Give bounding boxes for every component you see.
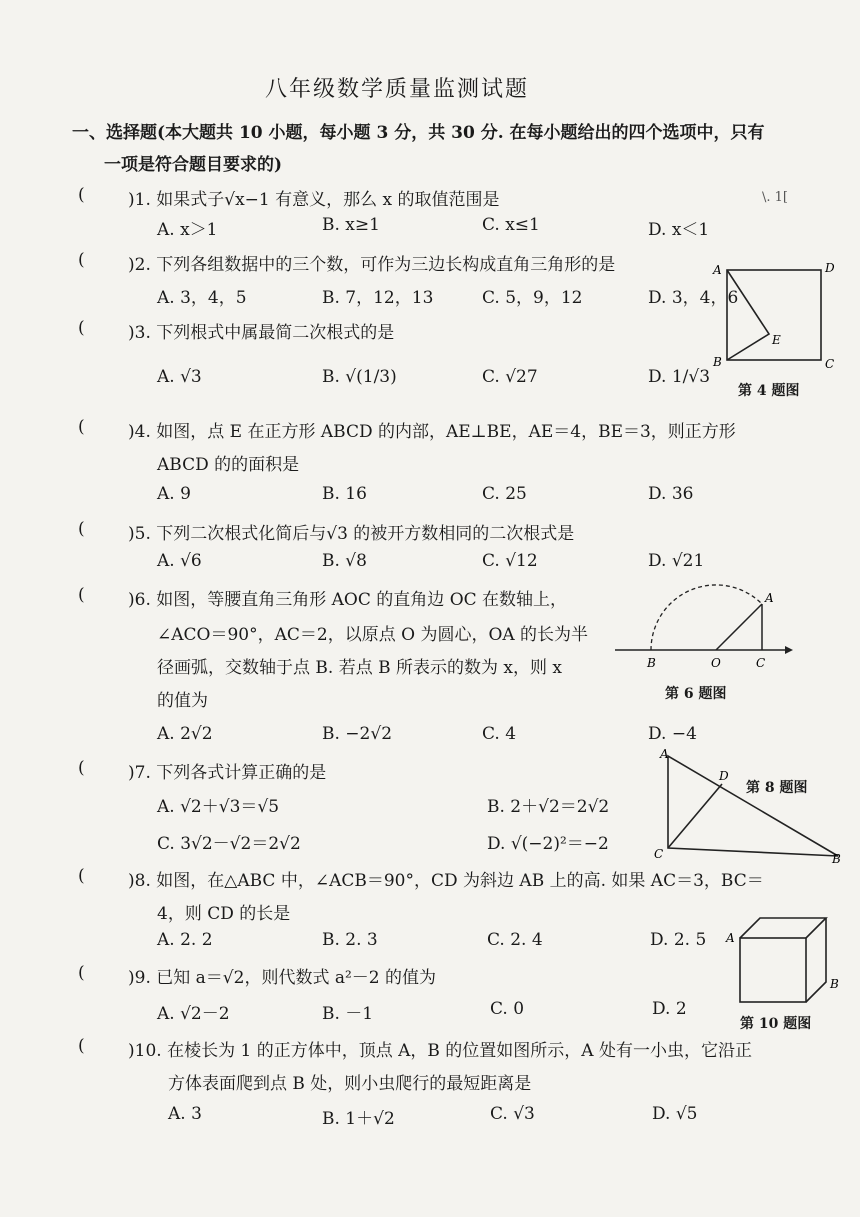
figure-6-caption: 第 6 题图 — [665, 686, 727, 702]
answer-paren-10: ( — [78, 1036, 85, 1056]
question-10-stem-cont: 方体表面爬到点 B 处，则小虫爬行的最短距离是 — [168, 1074, 532, 1094]
triangle-abc — [668, 756, 838, 856]
q5-option-c: C. √12 — [482, 551, 538, 571]
q10-option-b: B. 1＋√2 — [322, 1109, 395, 1129]
label-e: E — [772, 333, 781, 347]
answer-paren-2: ( — [78, 250, 85, 270]
q10-option-d: D. √5 — [652, 1104, 698, 1124]
question-4-stem: )4. 如图，点 E 在正方形 ABCD 的内部，AE⊥BE，AE＝4，BE＝3，则正方形 — [128, 422, 736, 442]
question-5-stem: )5. 下列二次根式化简后与√3 的被开方数相同的二次根式是 — [128, 524, 575, 544]
question-8-stem-cont: 4，则 CD 的长是 — [157, 904, 291, 924]
q3-option-a: A. √3 — [157, 367, 202, 387]
label-d: D — [719, 769, 729, 783]
q4-option-a: A. 9 — [157, 484, 191, 504]
q9-option-b: B. －1 — [322, 1004, 374, 1024]
question-4-stem-cont: ABCD 的的面积是 — [157, 455, 300, 475]
q9-option-d: D. 2 — [652, 999, 687, 1019]
label-c: C — [756, 656, 766, 670]
label-d: D — [825, 261, 835, 275]
figure-6-number-line — [615, 585, 795, 675]
question-9-stem: )9. 已知 a＝√2，则代数式 a²－2 的值为 — [128, 968, 437, 988]
q1-option-c: C. x≤1 — [482, 215, 540, 235]
section-heading-line1: 一、选择题(本大题共 10 小题，每小题 3 分，共 30 分. 在每小题给出的四个选项中，只有 — [72, 123, 765, 143]
label-a: A — [726, 931, 735, 945]
q3-option-b: B. √(1/3) — [322, 367, 397, 387]
q9-option-c: C. 0 — [490, 999, 525, 1019]
q7-option-a: A. √2＋√3＝√5 — [157, 797, 280, 817]
question-6-stem-3: 径画弧，交数轴于点 B. 若点 B 所表示的数为 x，则 x — [157, 658, 562, 678]
corner-mark: \. 1[ — [762, 190, 788, 205]
dashed-arc — [651, 585, 762, 650]
q1-option-a: A. x＞1 — [157, 220, 218, 240]
q4-option-b: B. 16 — [322, 484, 367, 504]
altitude-cd — [668, 784, 722, 848]
cube-top-face — [740, 918, 826, 938]
q3-option-c: C. √27 — [482, 367, 538, 387]
q4-option-c: C. 25 — [482, 484, 527, 504]
question-3-stem: )3. 下列根式中属最简二次根式的是 — [128, 323, 395, 343]
question-8-stem: )8. 如图，在△ABC 中，∠ACB＝90°，CD 为斜边 AB 上的高. 如果 AC＝3，BC＝ — [128, 871, 764, 891]
answer-paren-6: ( — [78, 585, 85, 605]
q2-option-b: B. 7，12，13 — [322, 288, 434, 308]
segment-oa — [716, 604, 762, 650]
answer-paren-4: ( — [78, 417, 85, 437]
q1-option-d: D. x＜1 — [648, 220, 710, 240]
q7-option-d: D. √(−2)²＝−2 — [487, 834, 609, 854]
page-title: 八年级数学质量监测试题 — [265, 77, 530, 102]
q6-option-c: C. 4 — [482, 724, 517, 744]
label-b: B — [832, 852, 841, 866]
q6-option-b: B. −2√2 — [322, 724, 393, 744]
label-c: C — [825, 357, 835, 371]
q2-option-c: C. 5，9，12 — [482, 288, 583, 308]
figure-8-triangle — [642, 748, 852, 868]
answer-paren-8: ( — [78, 866, 85, 886]
q8-option-a: A. 2. 2 — [157, 930, 213, 950]
question-2-stem: )2. 下列各组数据中的三个数，可作为三边长构成直角三角形的是 — [128, 255, 616, 275]
figure-8-caption: 第 8 题图 — [746, 780, 808, 796]
q7-option-c: C. 3√2－√2＝2√2 — [157, 834, 301, 854]
section-heading-line2: 一项是符合题目要求的) — [104, 155, 283, 175]
figure-10-cube — [722, 912, 842, 1012]
q7-option-b: B. 2＋√2＝2√2 — [487, 797, 610, 817]
q8-option-b: B. 2. 3 — [322, 930, 378, 950]
q9-option-a: A. √2－2 — [157, 1004, 230, 1024]
label-b: B — [713, 355, 722, 369]
q2-option-d: D. 3，4，6 — [648, 288, 739, 308]
question-6-stem-4: 的值为 — [157, 691, 208, 711]
answer-paren-1: ( — [78, 185, 85, 205]
q8-option-c: C. 2. 4 — [487, 930, 543, 950]
label-b: B — [830, 977, 839, 991]
answer-paren-3: ( — [78, 318, 85, 338]
question-1-stem: )1. 如果式子√x−1 有意义，那么 x 的取值范围是 — [128, 190, 500, 210]
cube-front-face — [740, 938, 806, 1002]
q8-option-d: D. 2. 5 — [650, 930, 707, 950]
label-c: C — [654, 847, 664, 861]
q6-option-d: D. −4 — [648, 724, 697, 744]
question-6-stem: )6. 如图，等腰直角三角形 AOC 的直角边 OC 在数轴上， — [128, 590, 568, 610]
q10-option-c: C. √3 — [490, 1104, 535, 1124]
answer-paren-5: ( — [78, 519, 85, 539]
answer-paren-7: ( — [78, 758, 85, 778]
label-a: A — [765, 591, 774, 605]
figure-4-caption: 第 4 题图 — [738, 383, 800, 399]
number-line-arrow — [785, 646, 793, 654]
cube-side-face — [806, 918, 826, 1002]
question-6-stem-2: ∠ACO＝90°，AC＝2，以原点 O 为圆心，OA 的长为半 — [157, 625, 589, 645]
q3-option-d: D. 1/√3 — [648, 367, 711, 387]
q5-option-a: A. √6 — [157, 551, 202, 571]
q5-option-d: D. √21 — [648, 551, 705, 571]
q6-option-a: A. 2√2 — [157, 724, 213, 744]
label-a: A — [713, 263, 722, 277]
question-7-stem: )7. 下列各式计算正确的是 — [128, 763, 327, 783]
q4-option-d: D. 36 — [648, 484, 694, 504]
label-o: O — [711, 656, 721, 670]
q2-option-a: A. 3，4，5 — [157, 288, 247, 308]
segments-ae-eb — [727, 270, 769, 360]
label-b: B — [647, 656, 656, 670]
answer-paren-9: ( — [78, 963, 85, 983]
q5-option-b: B. √8 — [322, 551, 367, 571]
figure-10-caption: 第 10 题图 — [740, 1016, 812, 1032]
question-10-stem: )10. 在棱长为 1 的正方体中，顶点 A，B 的位置如图所示，A 处有一小虫，它沿正 — [128, 1041, 752, 1061]
label-a: A — [660, 747, 669, 761]
q10-option-a: A. 3 — [168, 1104, 202, 1124]
q1-option-b: B. x≥1 — [322, 215, 380, 235]
